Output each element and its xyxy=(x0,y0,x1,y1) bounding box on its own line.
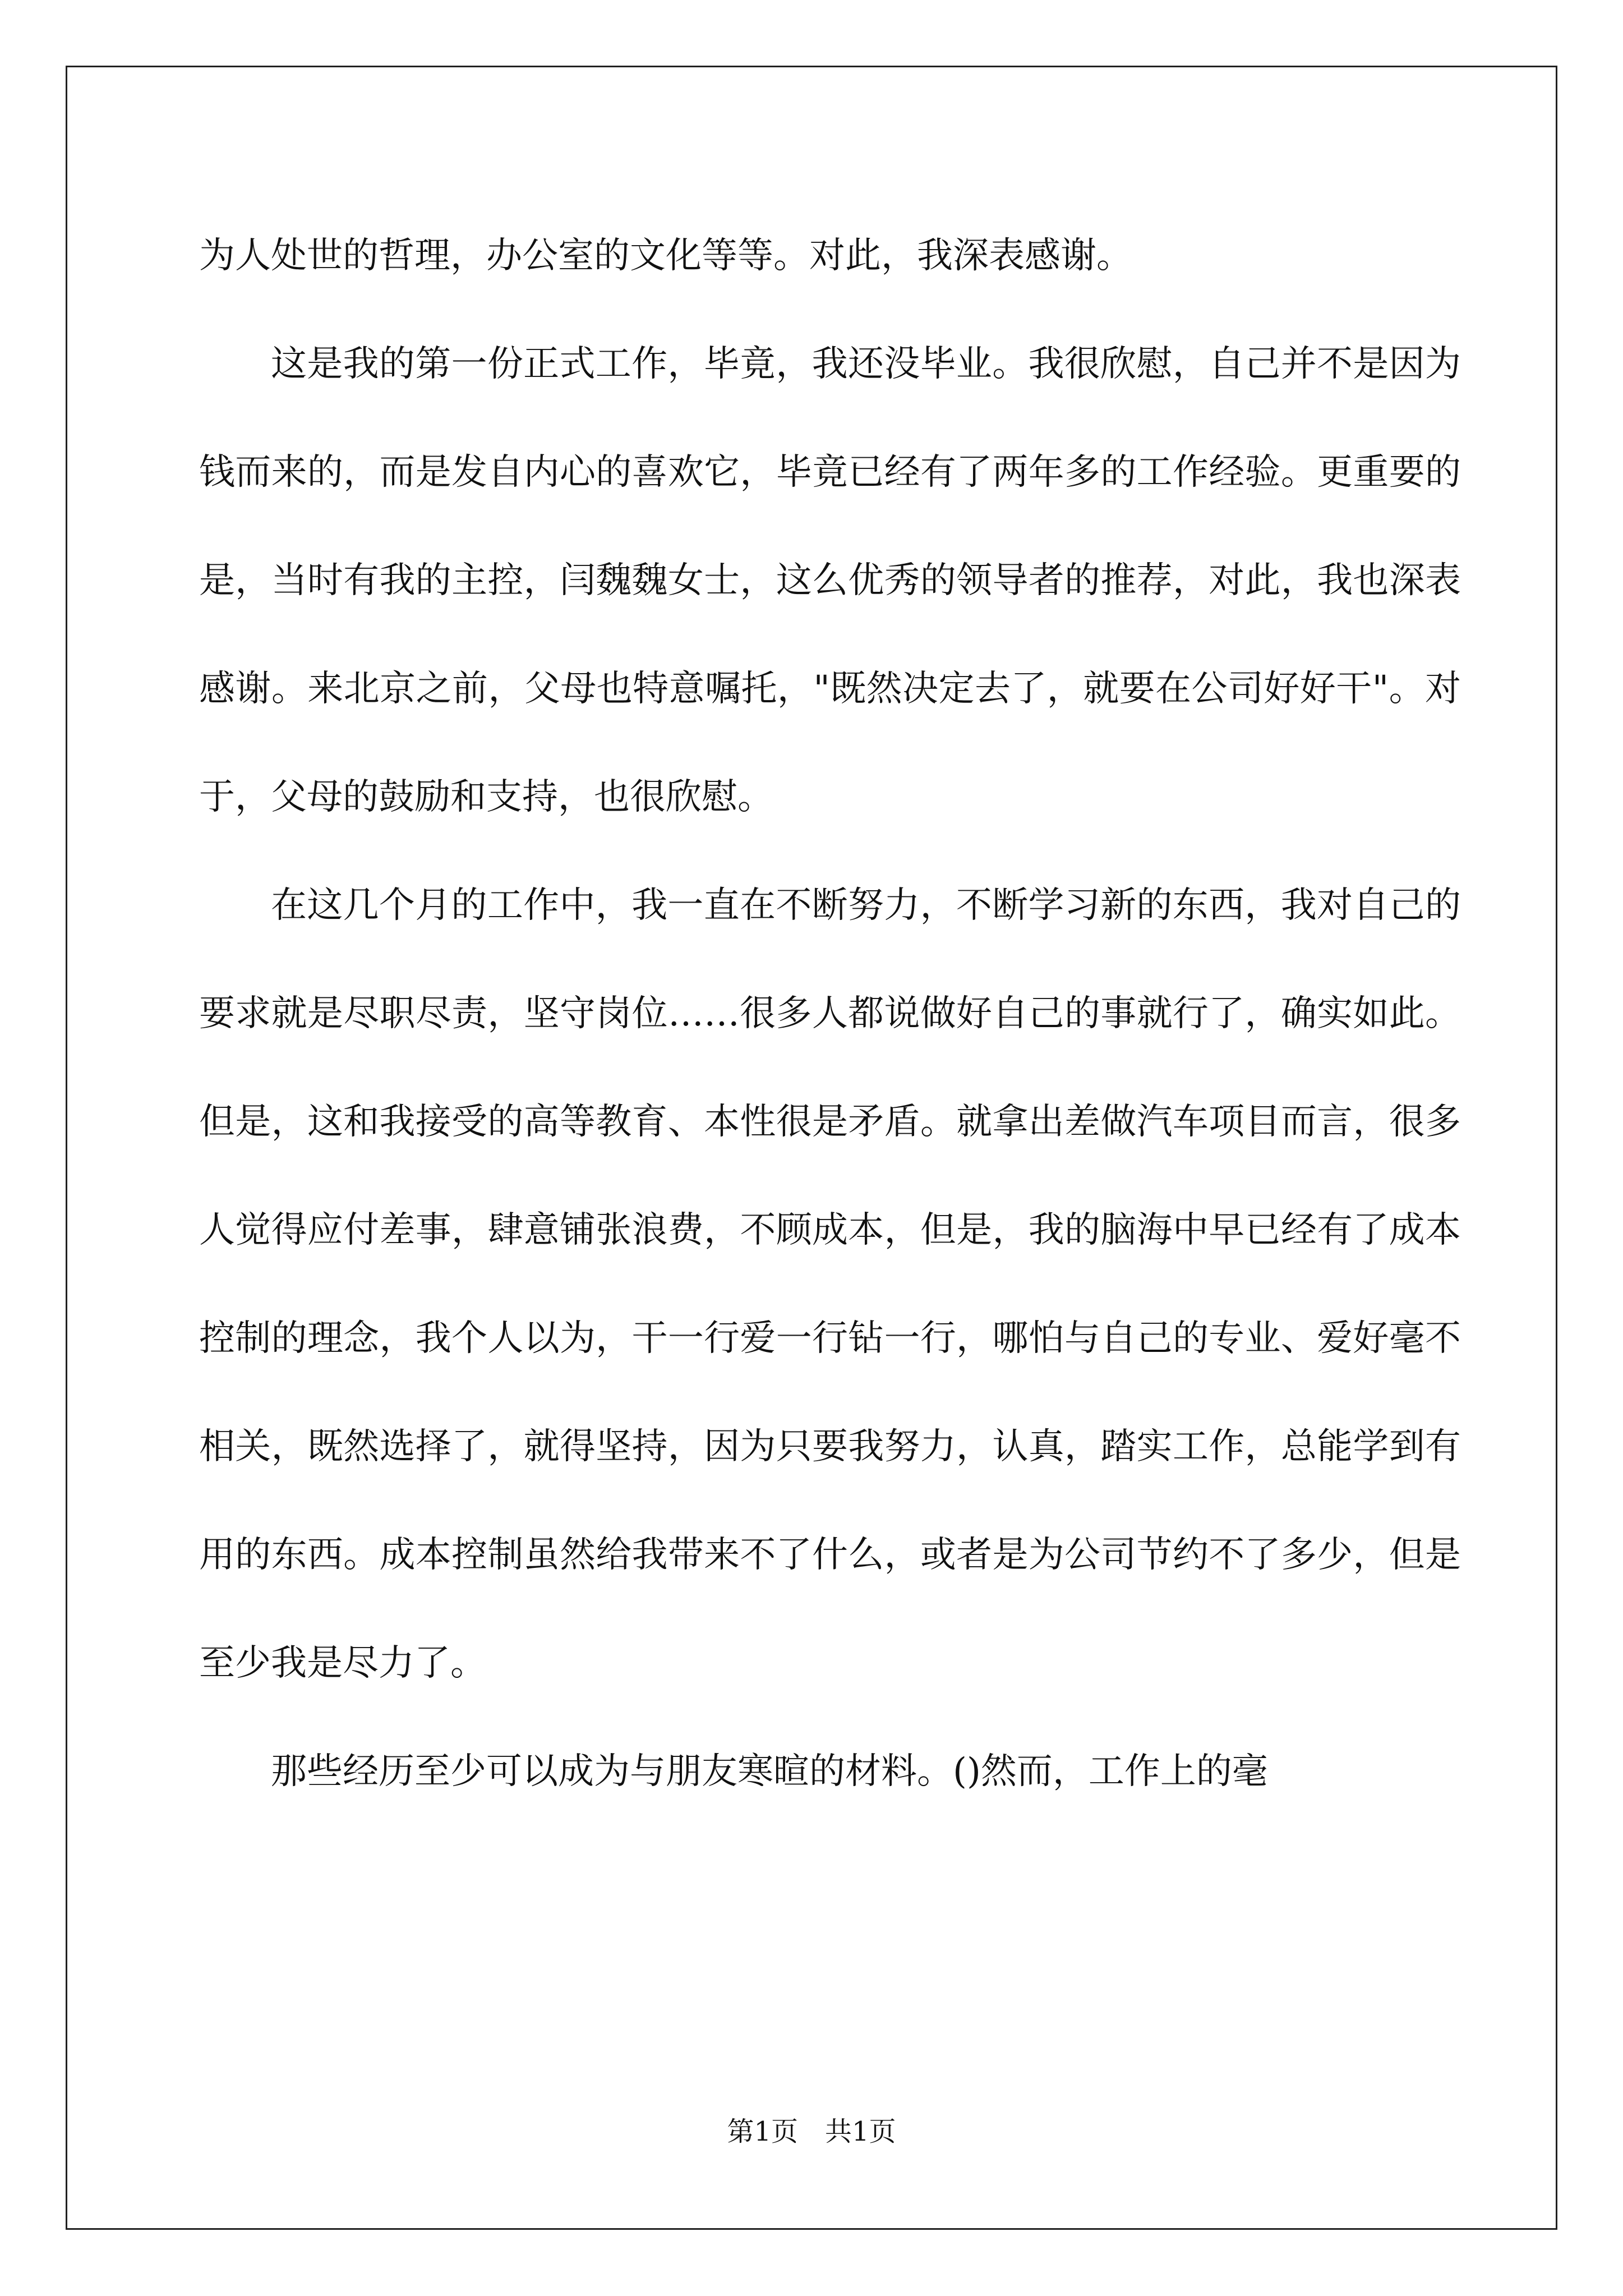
paragraph-1: 为人处世的哲理，办公室的文化等等。对此，我深表感谢。 xyxy=(199,235,1132,277)
page-footer: 第1页 共1页 xyxy=(727,2116,896,2147)
paragraph-3: 在这几个月的工作中，我一直在不断努力，不断学习新的东西，我对自己的要求就是尽职尽责，坚守岗位……很多人都说做好自己的事就行了，确实如此。但是，这和我接受的高等教育、本性很是矛盾。就拿出差做汽车项目而言，很多人觉得应付差事，肆意铺张浪费，不顾成本，但是，我的脑海中早已经有了成本控制的理念，我个人以为，干一行爱一行钻一行，哪怕与自己的专业、爱好毫不相关，既然选择了，就得坚持，因为只要我努力，认真，踏实工作，总能学到有用的东西。成本控制虽然给我带来不了什么，或者是为公司节约不了多少，但是至少我是尽力了。 xyxy=(199,885,1461,1684)
paragraph-4: 那些经历至少可以成为与朋友寒暄的材料。()然而，工作上的毫 xyxy=(271,1751,1268,1792)
paragraph-2: 这是我的第一份正式工作，毕竟，我还没毕业。我很欣慰，自己并不是因为钱而来的，而是发自内心的喜欢它，毕竟已经有了两年多的工作经验。更重要的是，当时有我的主控，闫魏魏女士，这么优秀的领导者的推荐，对此，我也深表感谢。来北京之前，父母也特意嘱托，"既然决定去了，就要在公司好好干"。对于，父母的鼓励和支持，也很欣慰。 xyxy=(199,343,1461,818)
document-body xyxy=(199,202,1461,1826)
